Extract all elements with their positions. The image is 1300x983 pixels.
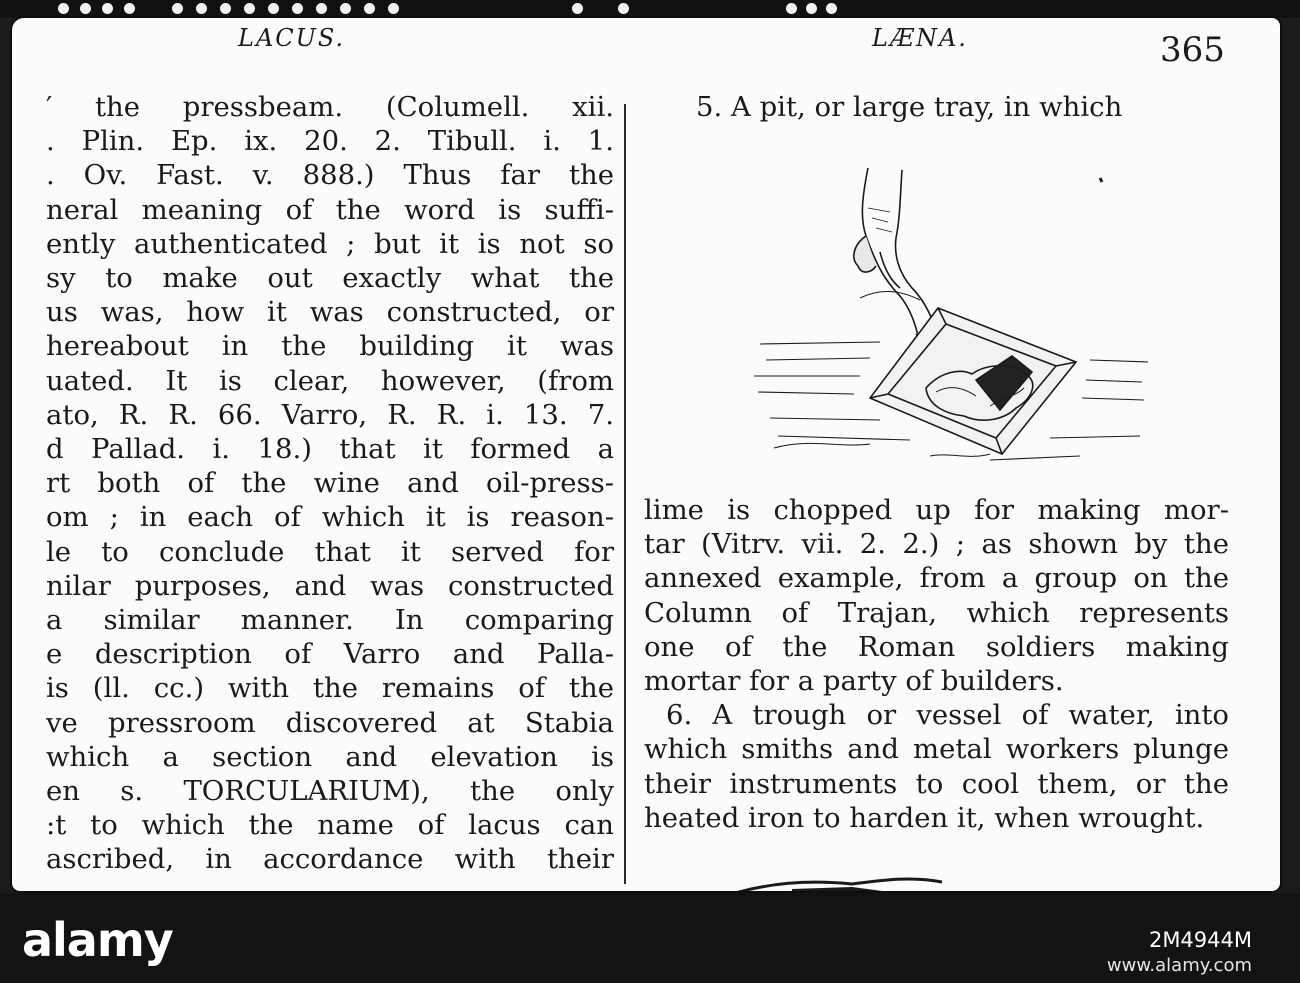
text-line: which smiths and metal workers plunge bbox=[644, 733, 1229, 766]
film-hole-icon bbox=[340, 3, 351, 14]
text-line: Column of Trajan, which represents bbox=[644, 596, 1229, 629]
text-line: mortar for a party of builders. bbox=[644, 665, 1064, 698]
arm-with-hoe-mixing-mortar-engraving-icon bbox=[750, 148, 1150, 474]
film-hole-icon bbox=[618, 3, 629, 14]
text-line: us was, how it was constructed, or bbox=[46, 296, 614, 329]
text-line: lime is chopped up for making mor- bbox=[644, 494, 1229, 526]
text-line: :t to which the name of lacus can bbox=[46, 809, 614, 842]
text-line: their instruments to cool them, or the bbox=[644, 767, 1229, 800]
film-hole-icon bbox=[220, 3, 231, 14]
text-line: en s. TORCULARIUM), the only bbox=[46, 775, 614, 808]
text-line: rt both of the wine and oil-press- bbox=[46, 467, 614, 500]
running-head-right: LÆNA. bbox=[872, 24, 968, 52]
text-line: which a section and elevation is bbox=[46, 740, 614, 773]
film-hole-icon bbox=[292, 3, 303, 14]
text-line: ve pressroom discovered at Stabia bbox=[46, 706, 614, 739]
text-line: ′ the pressbeam. (Columell. xii. bbox=[46, 91, 614, 123]
film-hole-icon bbox=[172, 3, 183, 14]
text-line: sy to make out exactly what the bbox=[46, 262, 614, 295]
film-hole-icon bbox=[364, 3, 375, 14]
watermark-image-id bbox=[1107, 927, 1252, 979]
text-line: tar (Vitrv. vii. 2. 2.) ; as shown by the bbox=[644, 528, 1229, 561]
watermark-url-text: www.alamy.com bbox=[1106, 955, 1252, 976]
text-line: . Ov. Fast. v. 888.) Thus far the bbox=[46, 159, 614, 192]
film-hole-icon bbox=[806, 3, 817, 14]
text-line: hereabout in the building it was bbox=[46, 330, 614, 363]
text-line: annexed example, from a group on the bbox=[644, 562, 1229, 595]
running-head-left: LACUS. bbox=[238, 24, 346, 52]
film-hole-icon bbox=[268, 3, 279, 14]
film-hole-icon bbox=[124, 3, 135, 14]
watermark-id-text: 2M4944M bbox=[1148, 928, 1252, 952]
text-line: 5. A pit, or large tray, in which bbox=[696, 91, 1123, 123]
text-line: ato, R. R. 66. Varro, R. R. i. 13. 7. bbox=[46, 398, 614, 431]
film-hole-icon bbox=[826, 3, 837, 14]
text-line: . Plin. Ep. ix. 20. 2. Tibull. i. 1. bbox=[46, 125, 614, 158]
column-divider bbox=[624, 104, 626, 884]
film-hole-icon bbox=[80, 3, 91, 14]
scanned-page bbox=[10, 16, 1282, 893]
right-text-column bbox=[644, 90, 1229, 834]
text-line: one of the Roman soldiers making bbox=[644, 630, 1229, 663]
film-hole-icon bbox=[316, 3, 327, 14]
text-line: le to conclude that it served for bbox=[46, 535, 614, 568]
film-hole-icon bbox=[196, 3, 207, 14]
film-hole-icon bbox=[786, 3, 797, 14]
page-number: 365 bbox=[1160, 30, 1225, 70]
text-line: e description of Varro and Palla- bbox=[46, 638, 614, 671]
partial-engraving-fragment-icon bbox=[732, 870, 1022, 893]
text-line: ently authenticated ; but it is not so bbox=[46, 227, 614, 260]
film-hole-icon bbox=[102, 3, 113, 14]
text-line: is (ll. cc.) with the remains of the bbox=[46, 672, 614, 705]
text-line: nilar purposes, and was constructed bbox=[46, 569, 614, 602]
text-line: uated. It is clear, however, (from bbox=[46, 364, 614, 397]
text-line: d Pallad. i. 18.) that it formed a bbox=[46, 433, 614, 466]
text-line: ascribed, in accordance with their bbox=[46, 843, 614, 876]
text-line: heated iron to harden it, when wrought. bbox=[644, 801, 1205, 834]
text-line: neral meaning of the word is suffi- bbox=[46, 193, 614, 226]
film-hole-icon bbox=[572, 3, 583, 14]
text-line: 6. A trough or vessel of water, into bbox=[666, 699, 1229, 732]
left-text-column bbox=[46, 90, 614, 877]
text-line: om ; in each of which it is reason- bbox=[46, 501, 614, 534]
watermark-bar bbox=[0, 893, 1300, 983]
film-hole-icon bbox=[58, 3, 69, 14]
watermark-brand-logo: alamy bbox=[22, 913, 173, 967]
text-line: a similar manner. In comparing bbox=[46, 604, 614, 637]
film-hole-icon bbox=[388, 3, 399, 14]
film-hole-icon bbox=[244, 3, 255, 14]
